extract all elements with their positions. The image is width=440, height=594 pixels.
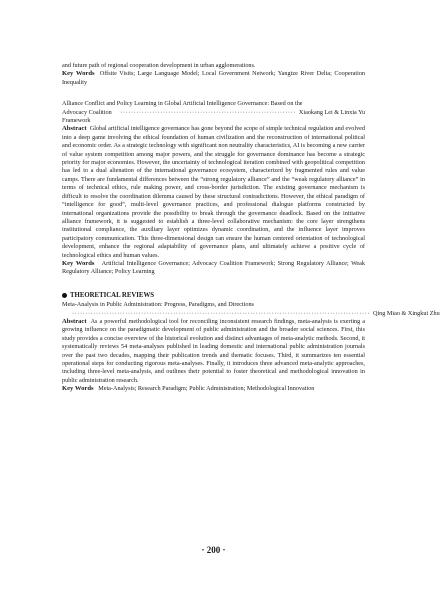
- leader-dots: ··································································: [120, 108, 296, 116]
- title-byline: [62, 309, 440, 318]
- title-byline: [62, 109, 365, 126]
- keywords-label: Key Words: [62, 70, 95, 78]
- article-title: Meta-Analysis in Public Administration: Progress, Paradigms, and Directions: [62, 301, 254, 309]
- page-content: [62, 62, 440, 396]
- article-entry: [62, 100, 365, 277]
- article-title-continued: Advocacy Coalition Framework: [62, 108, 112, 125]
- bullet-icon: [62, 293, 67, 298]
- abstract: [62, 125, 365, 260]
- keywords: [62, 260, 365, 277]
- keywords: [62, 70, 365, 87]
- section-heading: [62, 292, 365, 300]
- article-authors: Xiaokang Lei & Linxia Yu: [298, 108, 365, 116]
- article-authors: Qing Miao & Xingkui Zhu: [372, 309, 440, 317]
- keywords-label: Key Words: [62, 385, 94, 393]
- keywords-text: Meta-Analysis; Research Paradigm; Public Administration; Methodological Innovation: [98, 385, 315, 393]
- keywords: [62, 385, 365, 393]
- keywords-text: Artificial Intelligence Governance; Advocacy Coalition Framework; Strong Regulatory Alliance; Weak Regulatory Alliance; Policy Learning: [62, 259, 366, 276]
- continuation-text: and future path of regional cooperation development in urban agglomerations.: [62, 62, 256, 69]
- abstract-label: Abstract: [62, 125, 87, 133]
- section-heading-text: THEORETICAL REVIEWS: [70, 291, 155, 299]
- article-title: Alliance Conflict and Policy Learning in Global Artificial Intelligence Governance: Based on the: [62, 100, 303, 108]
- abstract-text: Global artificial intelligence governance has gone beyond the scope of simple technical regulation and evolved into a deep game involving the ethical foundation of human civilization and the reconstruction of international political and economic order. As a strategic technology with significant non neutrality characteristics, AI is becoming a new carrier of value system competition among major powers, and the struggle for governance dominance has become a strategic priority for major economies. However, the uncertainty of technological iteration combined with geopolitical competition has led to a dual alienation of the international governance ecosystem, characterized by fragmented rules and value camps. There are fundamental differences between the “strong regulatory alliance” and the “weak regulatory alliance” in terms of technical ethics, rule making power, and cross-border jurisdiction. The existing governance mechanism is difficult to resolve the coordination dilemma caused by these structural contradictions. However, the ethical paradigm of “intelligence for good”, multi-level governance practices, and professional dialogue platforms constructed by international organizations provide the possibility to break through the governance deadlock. Based on the initiative alliance framework, it is suggested to establish a three-level collaborative mechanism: the core layer strengthens institutional compliance, the auxiliary layer optimizes dynamic coordination, and the influence layer improves participatory communication. This three-dimensional design can ensure the human centered orientation of technological development, enhance the regional adaptability of governance plans, and ultimately achieve a positive cycle of technological ethics and human values.: [62, 125, 366, 259]
- keywords-label: Key Words: [62, 259, 95, 267]
- article-entry: [62, 301, 440, 393]
- previous-article-tail: [62, 62, 365, 87]
- abstract-text: As a powerful methodological tool for reconciling inconsistent research findings, meta-analysis is exerting a growing influence on the paradigmatic development of public administration and the broader social sciences. First, this study provides a concise overview of the historical evolution and distinct advantages of meta-analytic methods. Second, it systematically reviews 54 meta-analyses published in leading domestic and international public administration journals over the past two decades, mapping their publication trends and thematic focuses. Third, it summarizes ten essential operational steps for conducting rigorous meta-analyses. Finally, it introduces three advanced meta-analytic approaches, including three-level meta-analysis, and outlines their potential to foster theoretical and methodological innovation in public administration research.: [62, 317, 365, 384]
- abstract-label: Abstract: [62, 317, 87, 325]
- page-number: · 200 ·: [201, 545, 226, 555]
- abstract: [62, 318, 365, 385]
- leader-dots: ················································································································: [72, 309, 370, 317]
- keywords-text: Offsite Visits; Large Language Model; Local Government Network; Yangtze River Delta; Cooperation Inequality: [62, 70, 366, 86]
